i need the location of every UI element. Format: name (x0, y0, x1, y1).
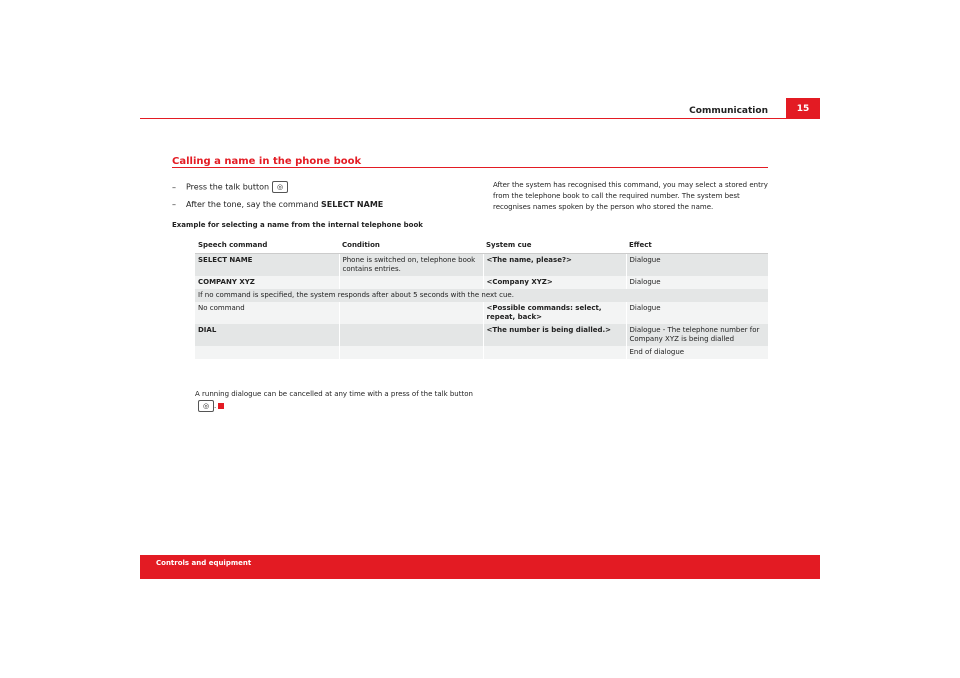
footer-section-label: Controls and equipment (156, 559, 252, 567)
cell-command: COMPANY XYZ (195, 276, 339, 289)
header-effect: Effect (626, 237, 768, 254)
cell-cue: <Possible commands: select, repeat, back> (483, 302, 626, 324)
cell-command: DIAL (195, 324, 339, 346)
table-row (195, 254, 768, 277)
table-row (195, 276, 768, 289)
cancel-dialogue-note (195, 389, 475, 412)
cell-effect: Dialogue (626, 276, 768, 289)
recognition-paragraph: After the system has recognised this command, you may select a stored entry from the telephone book to call the required number. The system best recognises names spoken by the person who stored the name. (493, 181, 768, 211)
header-rule (140, 118, 820, 119)
talk-button-icon: ◎ (198, 400, 214, 412)
cancel-note-text: A running dialogue can be cancelled at any time with a press of the talk button (195, 390, 473, 398)
table-row (195, 346, 768, 359)
running-header-title: Communication (689, 106, 768, 116)
cell-effect: Dialogue - The telephone number for Company XYZ is being dialled (626, 324, 768, 346)
step-text: Press the talk button (186, 182, 270, 192)
page-number-badge: 15 (786, 98, 820, 119)
talk-button-icon: ◎ (272, 181, 288, 193)
cell-effect: End of dialogue (626, 346, 768, 359)
cell-effect: Dialogue (626, 302, 768, 324)
cell-cue: <Company XYZ> (483, 276, 626, 289)
step-command: SELECT NAME (321, 200, 384, 209)
cell-command: SELECT NAME (195, 254, 339, 277)
cell-timeout-note: If no command is specified, the system responds after about 5 seconds with the next cue. (195, 289, 768, 302)
cell-condition (339, 302, 483, 324)
example-title: Example for selecting a name from the internal telephone book (172, 221, 423, 229)
header-speech-command: Speech command (195, 237, 339, 254)
step-say-command (172, 200, 383, 209)
table-row (195, 302, 768, 324)
table-row-note (195, 289, 768, 302)
end-of-section-icon (218, 403, 224, 409)
cell-effect: Dialogue (626, 254, 768, 277)
step-dash: – (172, 182, 176, 192)
speech-command-table (195, 237, 768, 359)
step-dash: – (172, 200, 176, 209)
cell-condition (339, 324, 483, 346)
cell-cue (483, 346, 626, 359)
table-header-row (195, 237, 768, 254)
header-condition: Condition (339, 237, 483, 254)
cell-condition (339, 346, 483, 359)
cancel-note-end: . (214, 402, 217, 410)
cell-condition (339, 276, 483, 289)
cell-cue: <The number is being dialled.> (483, 324, 626, 346)
table-row (195, 324, 768, 346)
cell-command: No command (195, 302, 339, 324)
section-rule (172, 167, 768, 168)
cell-command (195, 346, 339, 359)
cell-condition: Phone is switched on, telephone book contains entries. (339, 254, 483, 277)
step-press-talk (172, 181, 288, 193)
header-system-cue: System cue (483, 237, 626, 254)
cell-cue: <The name, please?> (483, 254, 626, 277)
section-title: Calling a name in the phone book (172, 156, 362, 167)
step-text: After the tone, say the command (186, 200, 319, 209)
